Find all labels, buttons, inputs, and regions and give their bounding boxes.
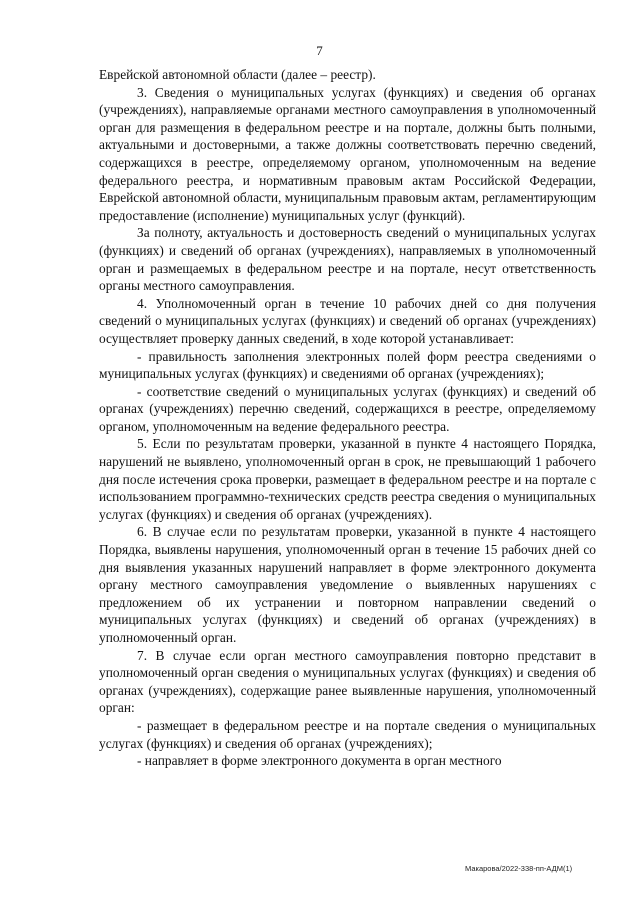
list-item: - соответствие сведений о муниципальных услугах (функциях) и сведений об органах (учреждениях) перечню сведений, содержащихся в реестре, определяемому органом, уполномоченным на ведение федерального реестра. <box>99 383 596 434</box>
list-item: - правильность заполнения электронных полей форм реестра сведениями о муниципальных услугах (функциях) и сведениями об органах (учреждениях); <box>99 348 596 382</box>
list-item: - размещает в федеральном реестре и на портале сведения о муниципальных услугах (функциях) и сведения об органах (учреждениях); <box>99 717 596 751</box>
paragraph: 4. Уполномоченный орган в течение 10 рабочих дней со дня получения сведений о муниципальных услугах (функциях) и сведений об органах (учреждениях) осуществляет проверку данных сведений, в ходе которой устанавливает: <box>99 295 596 346</box>
paragraph: 3. Сведения о муниципальных услугах (функциях) и сведения об органах (учреждениях), направляемые органами местного самоуправления в уполномоченный орган для размещения в федеральном реестре и на портале, должны быть полными, актуальными и достоверными, а также должны соответствовать перечню сведений, содержащихся в реестре, определяемому органом, уполномоченным на ведение федерального реестра, и нормативным правовым актам Российской Федерации, Еврейской автономной области, муниципальным правовым актам, регламентирующим предоставление (исполнение) муниципальных услуг (функций). <box>99 84 596 223</box>
list-item: - направляет в форме электронного документа в орган местного <box>137 753 502 769</box>
paragraph: Еврейской автономной области (далее – реестр). <box>99 67 376 82</box>
paragraph: За полноту, актуальность и достоверность сведений о муниципальных услугах (функциях) и сведений об органах (учреждениях), направляемых в уполномоченный орган и размещаемых в федеральном реестре и на портале, несут ответственность органы местного самоуправления. <box>99 225 596 294</box>
paragraph: 7. В случае если орган местного самоуправления повторно представит в уполномоченный орган сведения о муниципальных услугах (функциях) и сведения об органах (учреждениях), содержащие ранее выявленные нарушения, уполномоченный орган: <box>99 647 596 716</box>
paragraph: 6. В случае если по результатам проверки, указанной в пункте 4 настоящего Порядка, выявлены нарушения, уполномоченный орган в течение 15 рабочих дней со дня выявления указанных нарушений направляет в форме электронного документа органу местного самоуправления уведомление о выявленных нарушениях с предложением об их устранении и повторном направлении сведений о муниципальных услугах (функциях) и сведений об органах (учреждениях) в уполномоченный орган. <box>99 524 596 645</box>
document-reference-code: Макарова/2022-338-пп-АДМ(1) <box>465 864 573 873</box>
paragraph: 5. Если по результатам проверки, указанной в пункте 4 настоящего Порядка, нарушений не выявлено, уполномоченный орган в срок, не превышающий 1 рабочего дня после истечения срока проверки, размещает в федеральном реестре и на портале с использованием программно-технических средств реестра сведения о муниципальных услугах (функциях) и сведения об органах (учреждениях). <box>99 436 596 522</box>
document-body <box>99 66 596 770</box>
page-number: 7 <box>316 43 323 58</box>
